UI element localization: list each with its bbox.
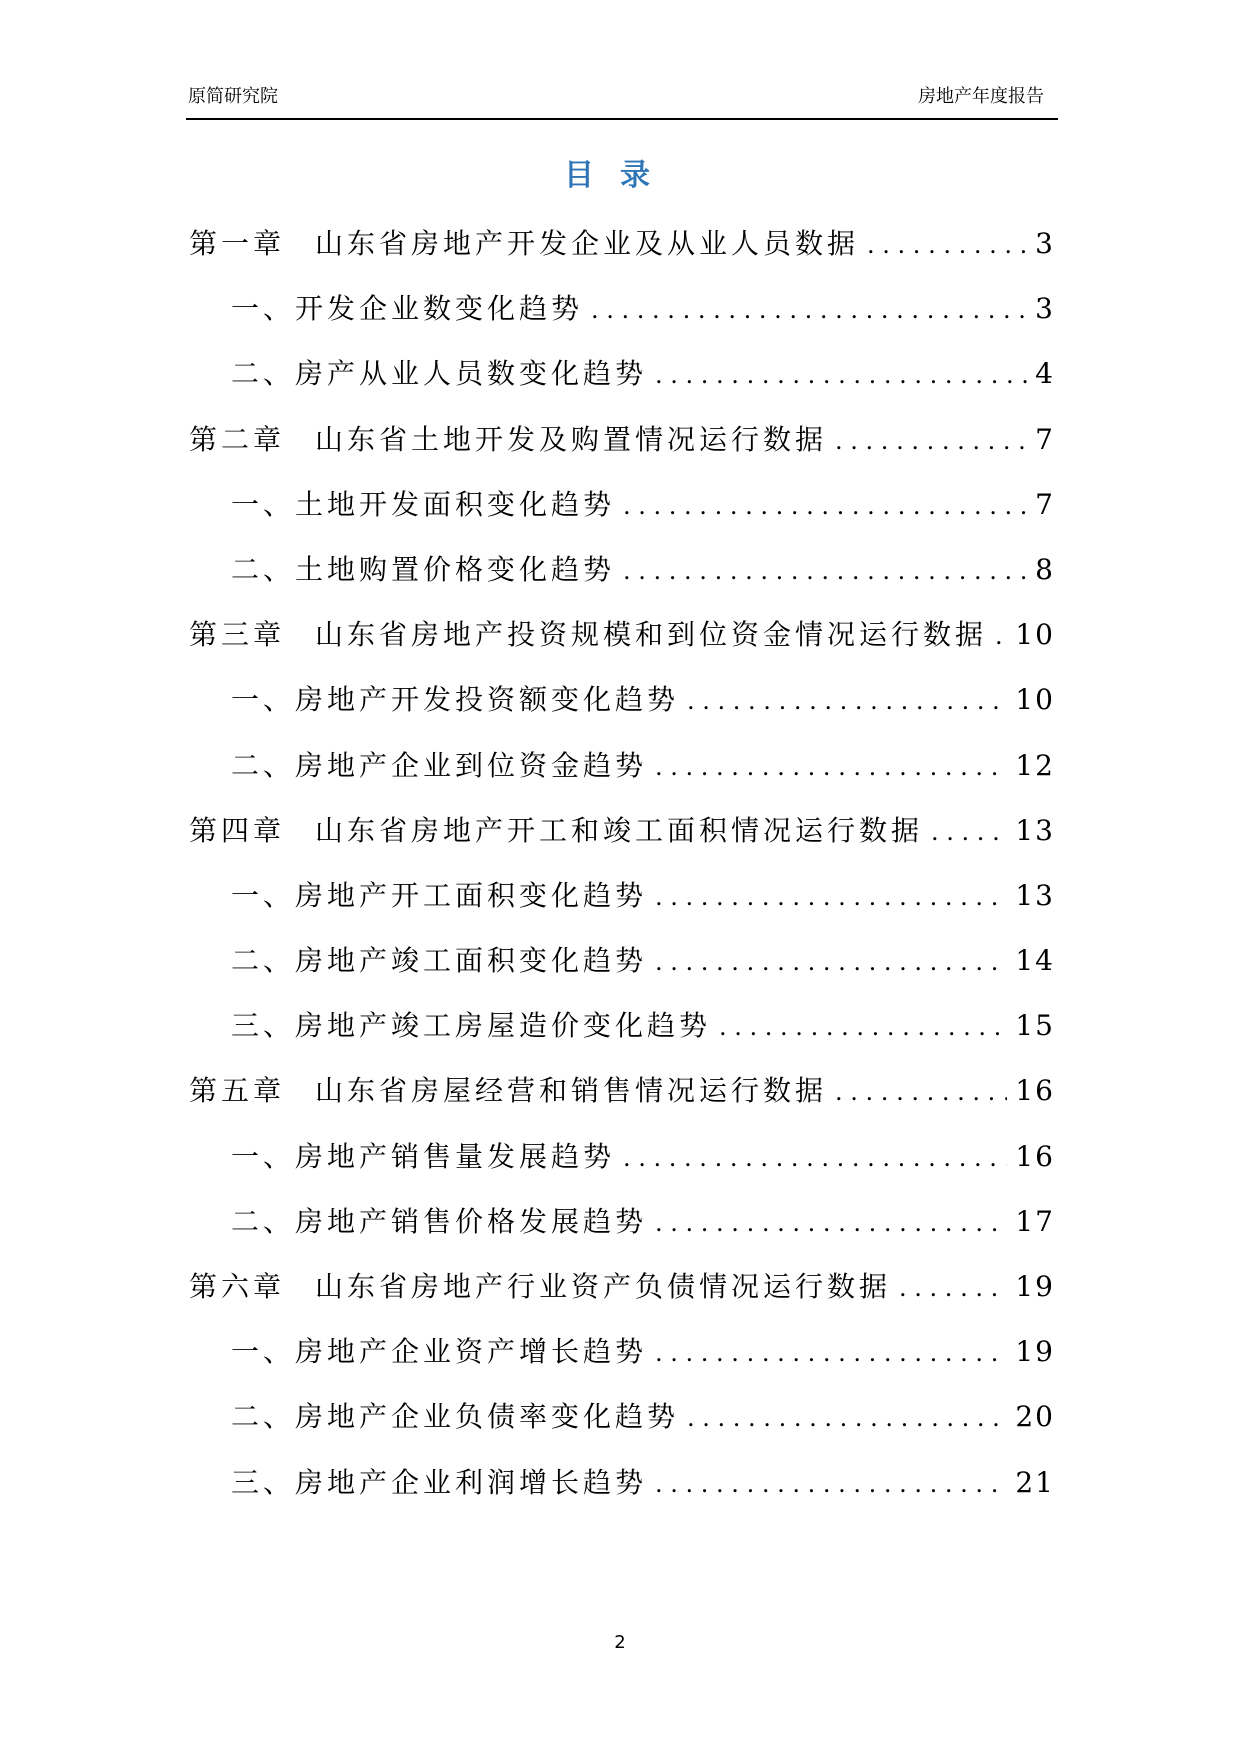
toc-dot-leader: [623, 1133, 1007, 1182]
toc-section-entry[interactable]: [189, 676, 1055, 741]
toc-dot-leader: [931, 807, 1007, 856]
toc-dot-leader: [687, 676, 1007, 725]
toc-dot-leader: [655, 1459, 1007, 1508]
toc-chapter-number: 第六章: [189, 1270, 286, 1303]
toc-page-number: 16: [1015, 1139, 1055, 1173]
toc-dot-leader: [835, 416, 1027, 465]
toc-chapter-number: 第四章: [189, 813, 286, 847]
toc-dot-leader: [623, 546, 1027, 595]
toc-page-number: 3: [1035, 227, 1055, 260]
toc-entry-title: 一、开发企业数变化趋势: [231, 292, 584, 326]
toc-chapter-entry[interactable]: [189, 611, 1055, 676]
toc-section-entry[interactable]: [189, 872, 1055, 937]
toc-entry-title: 一、房地产企业资产增长趋势: [231, 1335, 648, 1369]
toc-page-number: 8: [1035, 552, 1055, 586]
toc-page-number: 14: [1015, 944, 1055, 978]
toc-section-entry[interactable]: [189, 1393, 1055, 1458]
page-number: 2: [614, 1632, 626, 1653]
toc-entry-title: 山东省房屋经营和销售情况运行数据: [315, 1074, 828, 1108]
toc-section-entry[interactable]: [189, 1459, 1055, 1524]
toc-dot-leader: [687, 1393, 1007, 1442]
toc-page-number: 13: [1015, 878, 1055, 912]
toc-page-number: 19: [1015, 1270, 1055, 1303]
toc-entry-title: 一、土地开发面积变化趋势: [231, 487, 616, 521]
header-report-title: 房地产年度报告: [918, 86, 1044, 107]
toc-chapter-entry[interactable]: [189, 220, 1055, 285]
toc-page-number: 16: [1015, 1074, 1055, 1108]
toc-page-number: 4: [1035, 357, 1055, 391]
toc-entry-title: 一、房地产销售量发展趋势: [231, 1139, 616, 1173]
toc-page-number: 7: [1035, 487, 1055, 521]
toc-title: 目录: [564, 158, 676, 193]
toc-entry-title: 三、房地产企业利润增长趋势: [231, 1465, 648, 1499]
toc-entry-title: 二、房地产企业到位资金趋势: [231, 748, 648, 782]
toc-entry-title: 二、房产从业人员数变化趋势: [231, 357, 648, 391]
toc-page-number: 10: [1015, 683, 1055, 717]
toc-page-number: 17: [1015, 1204, 1055, 1238]
toc-dot-leader: [655, 350, 1027, 399]
toc-entry-title: 山东省房地产开工和竣工面积情况运行数据: [315, 813, 924, 847]
toc-dot-leader: [655, 1328, 1007, 1377]
toc-page-number: 21: [1015, 1465, 1055, 1499]
toc-chapter-entry[interactable]: [189, 807, 1055, 872]
toc-page-number: 12: [1015, 748, 1055, 782]
toc-chapter-entry[interactable]: [189, 1263, 1055, 1328]
toc-section-entry[interactable]: [189, 546, 1055, 611]
toc-chapter-entry[interactable]: [189, 1067, 1055, 1132]
toc-section-entry[interactable]: [189, 1198, 1055, 1263]
toc-dot-leader: [995, 611, 1007, 660]
toc-chapter-number: 第二章: [189, 422, 286, 456]
toc-entry-title: 二、房地产企业负债率变化趋势: [231, 1400, 680, 1434]
toc-section-entry[interactable]: [189, 481, 1055, 546]
toc-section-entry[interactable]: [189, 937, 1055, 1002]
toc-entry-title: 二、房地产竣工面积变化趋势: [231, 944, 648, 978]
toc-dot-leader: [623, 481, 1027, 530]
toc-page-number: 10: [1015, 618, 1055, 652]
toc-chapter-number: 第五章: [189, 1074, 286, 1108]
toc-section-entry[interactable]: [189, 742, 1055, 807]
toc-section-entry[interactable]: [189, 1133, 1055, 1198]
toc-page-number: 7: [1035, 422, 1055, 456]
header-organization: 原简研究院: [188, 86, 278, 107]
toc-section-entry[interactable]: [189, 285, 1055, 350]
toc-chapter-number: 第三章: [189, 618, 286, 652]
toc-page-number: 15: [1015, 1009, 1055, 1043]
toc-section-entry[interactable]: [189, 350, 1055, 415]
toc-entry-title: 一、房地产开工面积变化趋势: [231, 878, 648, 912]
toc-dot-leader: [719, 1002, 1007, 1051]
toc-entry-title: 二、房地产销售价格发展趋势: [231, 1204, 648, 1238]
toc-page-number: 20: [1015, 1400, 1055, 1434]
toc-page-number: 3: [1035, 292, 1055, 326]
toc-dot-leader: [835, 1067, 1007, 1116]
page-header: [186, 88, 1058, 120]
toc-page-number: 13: [1015, 813, 1055, 847]
toc-entry-title: 三、房地产竣工房屋造价变化趋势: [231, 1009, 712, 1043]
toc-dot-leader: [655, 1198, 1007, 1247]
table-of-contents: [189, 220, 1055, 1524]
toc-chapter-number: 第一章: [189, 227, 286, 260]
toc-entry-title: 山东省房地产行业资产负债情况运行数据: [315, 1270, 892, 1303]
toc-dot-leader: [655, 872, 1007, 921]
toc-entry-title: 山东省房地产开发企业及从业人员数据: [315, 227, 860, 260]
toc-chapter-entry[interactable]: [189, 416, 1055, 481]
toc-section-entry[interactable]: [189, 1328, 1055, 1393]
toc-entry-title: 山东省房地产投资规模和到位资金情况运行数据: [315, 618, 988, 652]
toc-entry-title: 山东省土地开发及购置情况运行数据: [315, 422, 828, 456]
toc-entry-title: 一、房地产开发投资额变化趋势: [231, 683, 680, 717]
toc-section-entry[interactable]: [189, 1002, 1055, 1067]
toc-page-number: 19: [1015, 1335, 1055, 1369]
toc-dot-leader: [591, 285, 1027, 334]
toc-dot-leader: [655, 742, 1007, 791]
toc-dot-leader: [655, 937, 1007, 986]
toc-dot-leader: [899, 1263, 1007, 1312]
toc-dot-leader: [867, 220, 1027, 269]
toc-entry-title: 二、土地购置价格变化趋势: [231, 552, 616, 586]
